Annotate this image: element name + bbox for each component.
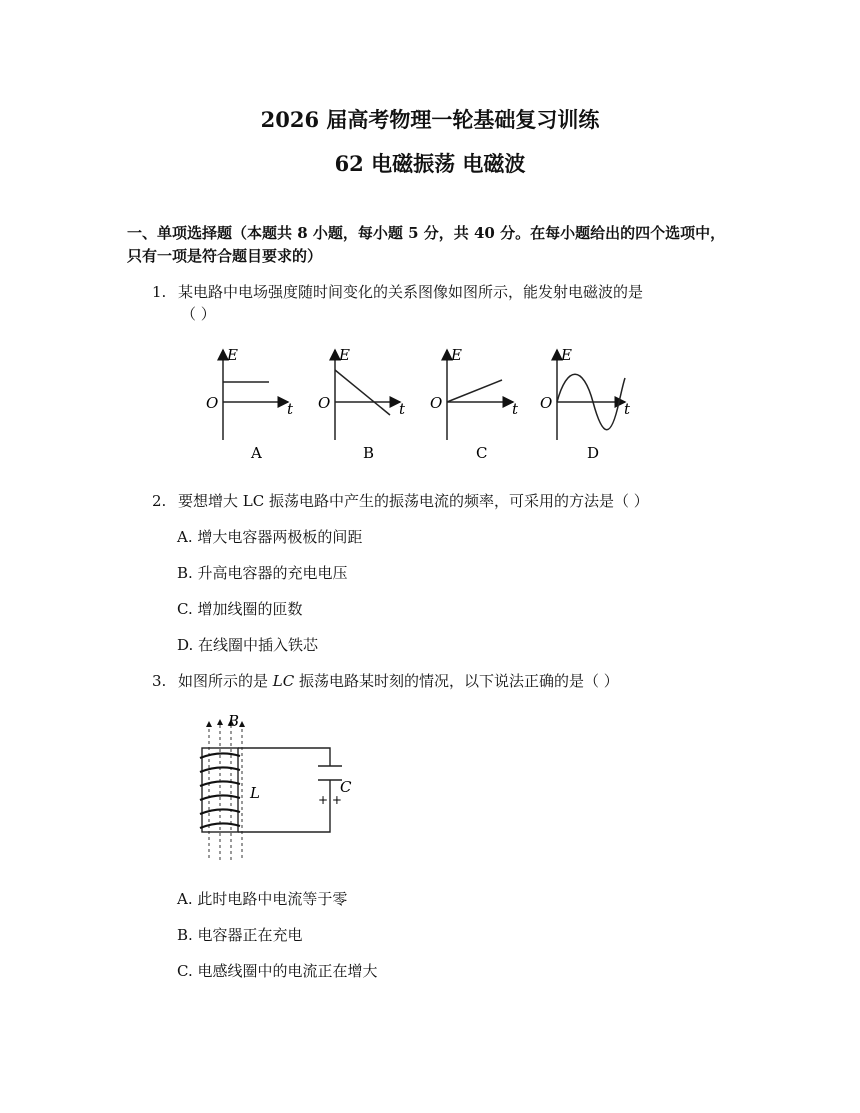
option-a: A. 增大电容器两极板的间距 bbox=[177, 528, 363, 546]
answer-blank: （ ） bbox=[181, 305, 216, 323]
graph-caption-b: B bbox=[363, 444, 375, 462]
question-number: 3. bbox=[152, 672, 167, 690]
capacitor-label-c: C bbox=[340, 778, 352, 796]
axis-label-e: E bbox=[227, 346, 238, 364]
field-label-b: B bbox=[228, 712, 240, 730]
axis-label-t: t bbox=[287, 400, 294, 418]
graph-caption-d: D bbox=[587, 444, 600, 462]
option-c: C. 电感线圈中的电流正在增大 bbox=[177, 962, 378, 980]
question-1 bbox=[152, 281, 732, 303]
axis-label-t: t bbox=[399, 400, 406, 418]
axis-label-e: E bbox=[561, 346, 572, 364]
graph-caption-a: A bbox=[251, 444, 262, 462]
option-b: B. 电容器正在充电 bbox=[177, 926, 303, 944]
axis-label-e: E bbox=[451, 346, 462, 364]
section-heading: 一、单项选择题（本题共 8 小题，每小题 5 分，共 40 分。在每小题给出的四个选项中，只有一项是符合题目要求的） bbox=[127, 224, 726, 265]
et-graphs-figure bbox=[195, 340, 640, 470]
lc-circuit-figure bbox=[190, 708, 370, 866]
origin-label: O bbox=[318, 394, 331, 412]
question-stem: 要想增大 LC 振荡电路中产生的振荡电流的频率，可采用的方法是（ ） bbox=[178, 492, 649, 510]
question-stem-prefix: 如图所示的是 bbox=[178, 672, 273, 690]
graph-caption-c: C bbox=[476, 444, 488, 462]
option-a: A. 此时电路中电流等于零 bbox=[177, 890, 348, 908]
question-2 bbox=[152, 490, 732, 512]
option-c: C. 增加线圈的匝数 bbox=[177, 600, 303, 618]
question-stem: 某电路中电场强度随时间变化的关系图像如图所示，能发射电磁波的是 bbox=[178, 283, 644, 301]
inductor-label-l: L bbox=[250, 784, 260, 802]
origin-label: O bbox=[540, 394, 553, 412]
page-title: 2026 届高考物理一轮基础复习训练 bbox=[260, 107, 600, 132]
question-3 bbox=[152, 670, 732, 692]
charge-plus-marks: + + bbox=[318, 793, 342, 807]
page-subtitle: 62 电磁振荡 电磁波 bbox=[334, 151, 526, 176]
question-stem-suffix: 振荡电路某时刻的情况，以下说法正确的是（ ） bbox=[294, 672, 619, 690]
origin-label: O bbox=[430, 394, 443, 412]
question-number: 1. bbox=[152, 283, 167, 301]
option-d: D. 在线圈中插入铁芯 bbox=[177, 636, 319, 654]
axis-label-t: t bbox=[512, 400, 519, 418]
axis-label-t: t bbox=[624, 400, 631, 418]
origin-label: O bbox=[206, 394, 219, 412]
option-b: B. 升高电容器的充电电压 bbox=[177, 564, 348, 582]
question-number: 2. bbox=[152, 492, 167, 510]
question-stem-lc: LC bbox=[272, 672, 295, 690]
axis-label-e: E bbox=[339, 346, 350, 364]
